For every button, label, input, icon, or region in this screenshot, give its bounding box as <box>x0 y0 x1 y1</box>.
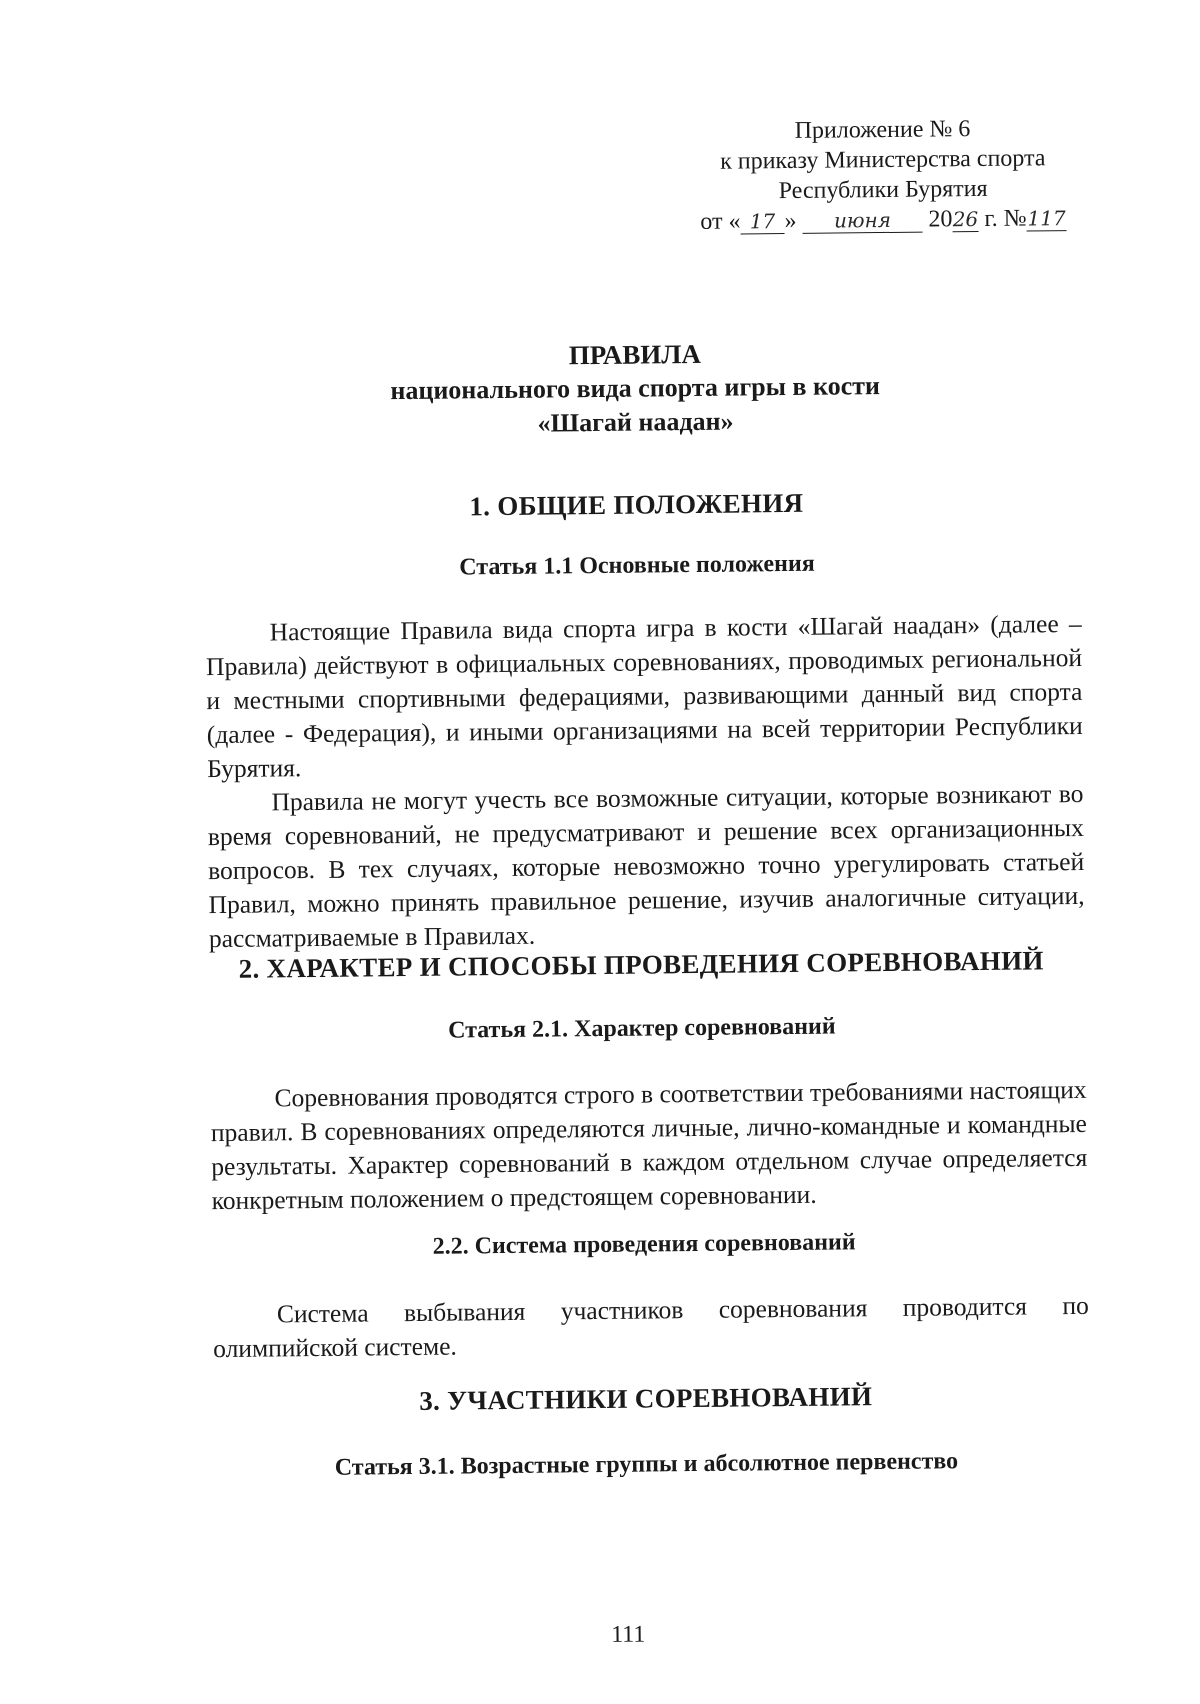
annex-issuer: Республики Бурятия <box>778 175 988 205</box>
article-1-1-heading: Статья 1.1 Основные положения <box>459 550 815 581</box>
section-3-heading: 3. УЧАСТНИКИ СОРЕВНОВАНИЙ <box>419 1381 873 1416</box>
subsection-2-2-paragraph: Система выбывания участников соревнования проводится по олимпийской системе. <box>213 1290 1089 1364</box>
section-1-heading: 1. ОБЩИЕ ПОЛОЖЕНИЯ <box>469 487 804 522</box>
title-line-2: национального вида спорта игры в кости <box>390 371 881 406</box>
section-2-heading: 2. ХАРАКТЕР И СПОСОБЫ ПРОВЕДЕНИЯ СОРЕВНОВАНИЙ <box>238 945 1044 984</box>
subsection-2-2-heading: 2.2. Система проведения соревнований <box>432 1229 856 1260</box>
section-1-paragraph-2: Правила не могут учесть все возможные ситуации, которые возникают во время соревнований, не предусматривают и решение всех организационных вопросов. В тех случаях, которые невозможно точно урегулировать статьей Правил, можно принять правильное решение, изучив аналогичные ситуации, рассматриваемые в Правилах. <box>207 778 1085 954</box>
article-2-1-heading: Статья 2.1. Характер соревнований <box>447 1013 836 1044</box>
annex-date-line: от « 17 » июня 2026 г. №117 <box>700 205 1066 235</box>
page-number: 111 <box>610 1621 646 1648</box>
annex-reference <box>692 113 1073 237</box>
annex-number: Приложение № 6 <box>794 116 971 144</box>
handwritten-order-number: 117 <box>1027 206 1066 231</box>
handwritten-day: 17 <box>740 209 784 234</box>
annex-order-ref: к приказу Министерства спорта <box>719 145 1046 175</box>
title-line-3: «Шагай наадан» <box>537 406 734 438</box>
section-2-paragraph: Соревнования проводятся строго в соответствии требованиями настоящих правил. В соревнованиях определяются личные, лично-командные и командные результаты. Характер соревнований в каждом отдельном случае определяется конкретным положением о предстоящем соревновании. <box>210 1074 1088 1216</box>
article-3-1-heading: Статья 3.1. Возрастные группы и абсолютное первенство <box>334 1448 959 1481</box>
handwritten-year: 26 <box>952 207 979 232</box>
section-1-paragraph-1: Настоящие Правила вида спорта игра в кости «Шагай наадан» (далее – Правила) действуют в официальных соревнованиях, проводимых региональной и местными спортивными федерациями, развивающими данный вид спорта (далее - Федерация), и иными организациями на всей территории Республики Бурятия. <box>205 608 1083 784</box>
title-line-1: ПРАВИЛА <box>568 338 702 371</box>
document-title <box>195 333 1076 444</box>
handwritten-month: июня <box>802 208 922 234</box>
